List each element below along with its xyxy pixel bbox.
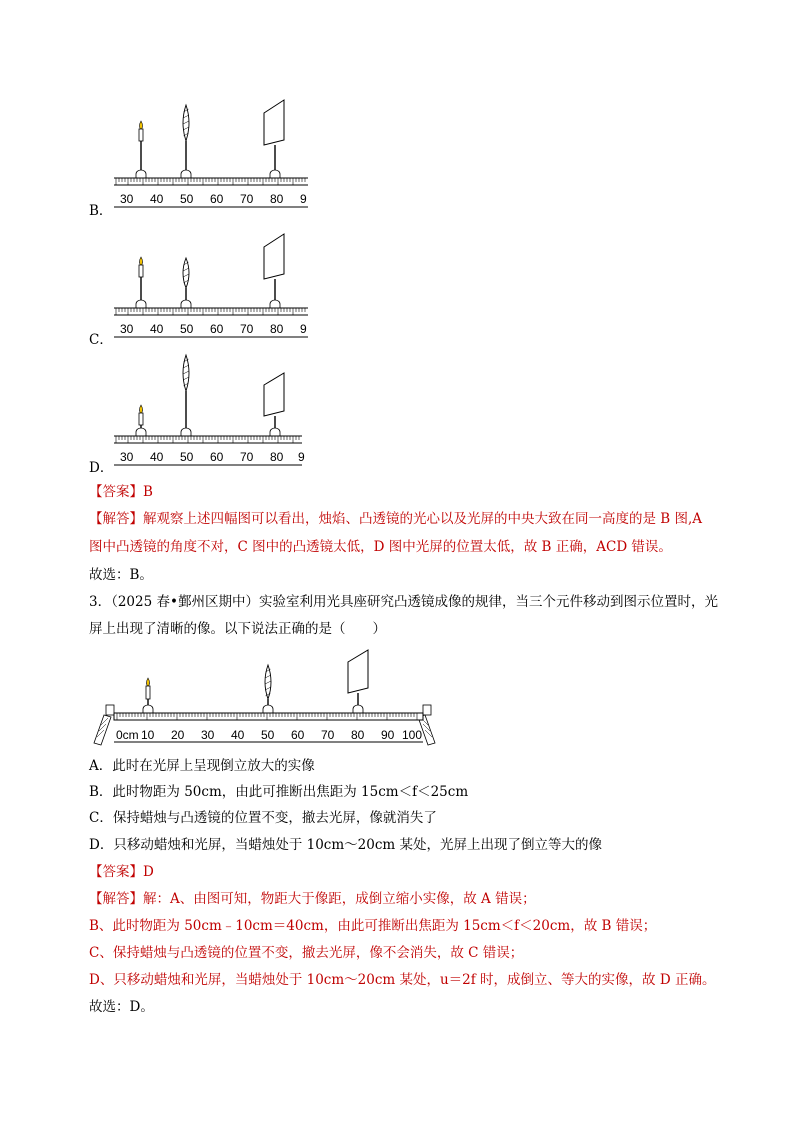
- convex-lens-icon: [263, 665, 273, 713]
- bench-leg-left-icon: [94, 705, 114, 745]
- tick-label: 0cm: [116, 728, 139, 742]
- tick-label: 80: [270, 450, 284, 464]
- tick-label: 60: [210, 450, 224, 464]
- tick-label: 30: [120, 450, 134, 464]
- tick-label: 70: [321, 728, 335, 742]
- analysis-line: C、保持蜡烛与凸透镜的位置不变，撤去光屏，像不会消失，故 C 错误；: [89, 945, 524, 961]
- tick-label: 80: [270, 192, 284, 206]
- option-c-label: C．: [89, 332, 113, 348]
- tick-label: 40: [231, 728, 245, 742]
- analysis-line: 【解答】解观察上述四幅图可以看出，烛焰、凸透镜的光心以及光屏的中央大致在同一高度的是 B 图,A: [89, 511, 703, 527]
- tick-label: 9: [300, 192, 307, 206]
- tick-label: 40: [150, 192, 164, 206]
- option-d: D．只移动蜡烛和光屏，当蜡烛处于 10cm～20cm 某处，光屏上出现了倒立等大的像: [89, 837, 602, 853]
- tick-label: 60: [210, 322, 224, 336]
- option-b-label: B．: [89, 203, 113, 219]
- optical-bench-figure-q3: [92, 645, 437, 748]
- question-stem: 3．（2025 春•鄞州区期中）实验室利用光具座研究凸透镜成像的规律，当三个元件移动到图示位置时，光: [89, 594, 718, 610]
- tick-label: 30: [120, 192, 134, 206]
- candle-icon: [143, 678, 153, 713]
- conclusion-line: 故选：B。: [89, 567, 153, 583]
- tick-label: 60: [210, 192, 224, 206]
- tick-label: 30: [201, 728, 215, 742]
- tick-label: 40: [150, 322, 164, 336]
- question-stem: 屏上出现了清晰的像。以下说法正确的是（ ）: [89, 621, 386, 637]
- tick-label: 60: [291, 728, 305, 742]
- tick-label: 70: [240, 450, 254, 464]
- tick-label: 40: [150, 450, 164, 464]
- tick-label: 70: [240, 192, 254, 206]
- candle-icon: [136, 121, 146, 178]
- analysis-line: 【解答】解：A、由图可知，物距大于像距，成倒立缩小实像，故 A 错误；: [89, 891, 536, 907]
- option-a: A．此时在光屏上呈现倒立放大的实像: [89, 758, 315, 774]
- convex-lens-icon: [181, 105, 191, 178]
- tick-label: 50: [180, 450, 194, 464]
- convex-lens-icon: [181, 258, 191, 308]
- tick-label: 10: [141, 728, 155, 742]
- tick-label: 50: [180, 192, 194, 206]
- option-b: B．此时物距为 50cm，由此可推断出焦距为 15cm＜f＜25cm: [89, 784, 469, 800]
- analysis-line: 图中凸透镜的角度不对，C 图中的凸透镜太低，D 图中光屏的位置太低，故 B 正确，ACD 错误。: [89, 539, 672, 555]
- tick-label: 9: [300, 322, 307, 336]
- optical-bench-figure-b: [112, 95, 312, 213]
- tick-label: 100: [402, 728, 423, 742]
- tick-label: 50: [180, 322, 194, 336]
- conclusion-line: 故选：D。: [89, 999, 154, 1015]
- analysis-line: D、只移动蜡烛和光屏，当蜡烛处于 10cm～20cm 某处，u＝2f 时，成倒立、等大的实像，故 D 正确。: [89, 972, 716, 988]
- tick-label: 30: [120, 322, 134, 336]
- analysis-line: B、此时物距为 50cm﹣10cm＝40cm，由此可推断出焦距为 15cm＜f＜20cm，故 B 错误；: [89, 918, 657, 934]
- answer-line: 【答案】B: [89, 484, 153, 500]
- option-d-label: D．: [89, 460, 114, 476]
- tick-label: 80: [270, 322, 284, 336]
- tick-label: 70: [240, 322, 254, 336]
- tick-label: 80: [351, 728, 365, 742]
- light-screen-icon: [348, 650, 368, 713]
- option-c: C．保持蜡烛与凸透镜的位置不变，撤去光屏，像就消失了: [89, 810, 437, 826]
- convex-lens-icon: [181, 355, 191, 436]
- light-screen-icon: [264, 373, 284, 436]
- answer-line: 【答案】D: [89, 864, 154, 880]
- light-screen-icon: [264, 234, 284, 308]
- tick-label: 9: [298, 450, 305, 464]
- candle-icon: [136, 257, 146, 308]
- optical-bench-figure-c: [112, 225, 312, 343]
- candle-icon: [136, 405, 146, 436]
- tick-label: 50: [261, 728, 275, 742]
- tick-label: 20: [171, 728, 185, 742]
- light-screen-icon: [264, 100, 284, 178]
- tick-label: 90: [381, 728, 395, 742]
- optical-bench-figure-d: [112, 353, 312, 471]
